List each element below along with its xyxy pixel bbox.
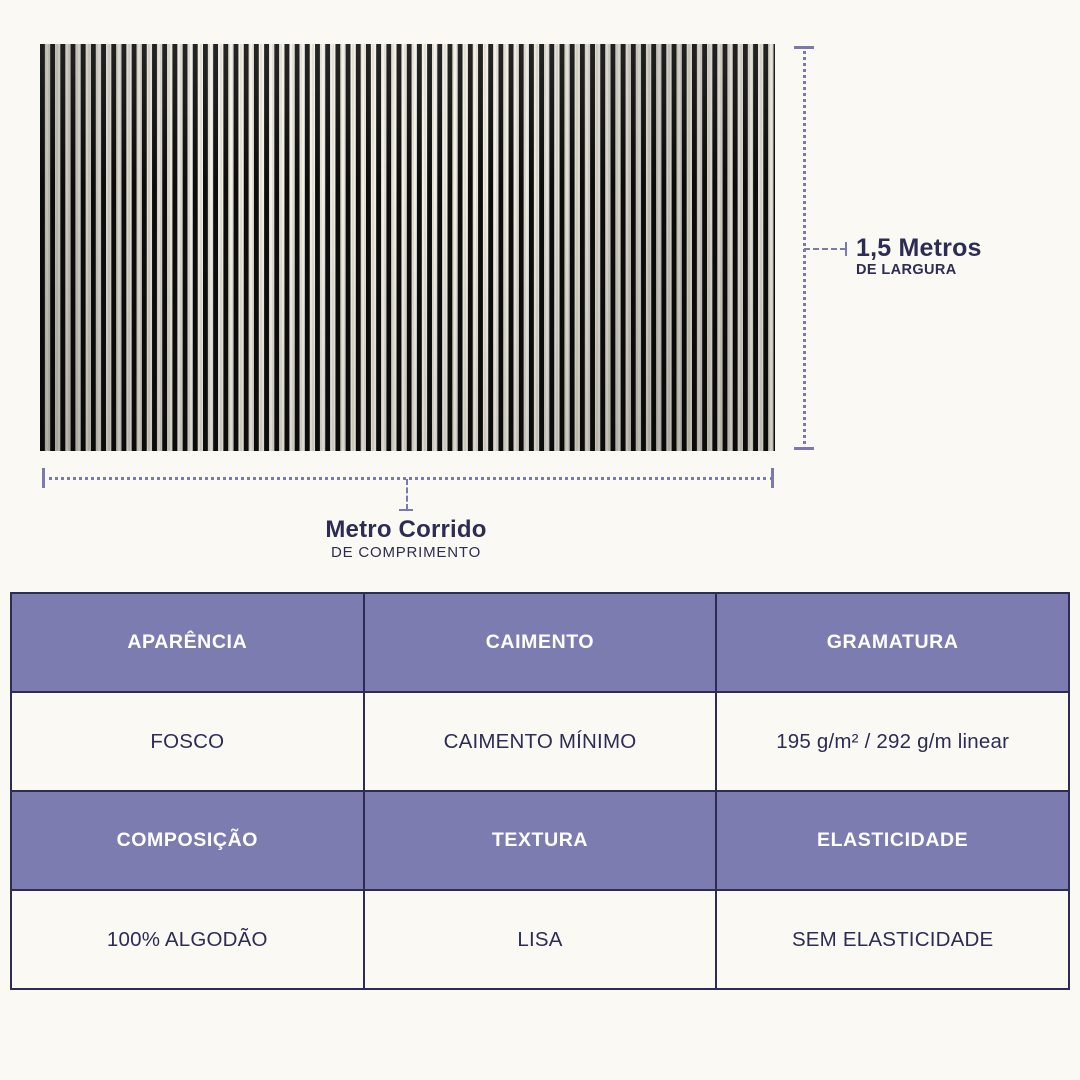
spec-value-textura: LISA bbox=[364, 890, 717, 989]
width-dimension-cap-bottom bbox=[794, 447, 814, 450]
spec-value-caimento: CAIMENTO MÍNIMO bbox=[364, 692, 717, 791]
table-row bbox=[11, 593, 1069, 692]
spec-header-composicao: COMPOSIÇÃO bbox=[11, 791, 364, 890]
fabric-weave-overlay bbox=[40, 44, 775, 451]
specification-table bbox=[10, 592, 1070, 990]
length-caption: DE COMPRIMENTO bbox=[330, 543, 482, 561]
width-dimension-cap-top bbox=[794, 46, 814, 49]
length-label bbox=[0, 516, 812, 561]
length-dimension-cap-left bbox=[42, 468, 45, 488]
spec-value-aparencia: FOSCO bbox=[11, 692, 364, 791]
table-row bbox=[11, 692, 1069, 791]
spec-header-caimento: CAIMENTO bbox=[364, 593, 717, 692]
length-dimension-cap-right bbox=[771, 468, 774, 488]
width-leader-cap bbox=[845, 242, 847, 256]
spec-value-gramatura: 195 g/m² / 292 g/m linear bbox=[716, 692, 1069, 791]
spec-header-gramatura: GRAMATURA bbox=[716, 593, 1069, 692]
width-caption: DE LARGURA bbox=[856, 262, 957, 278]
width-leader-line bbox=[804, 248, 846, 250]
fabric-swatch bbox=[40, 44, 775, 451]
length-leader-cap bbox=[399, 509, 413, 511]
width-label bbox=[856, 234, 982, 278]
spec-value-elasticidade: SEM ELASTICIDADE bbox=[716, 890, 1069, 989]
table-row bbox=[11, 890, 1069, 989]
length-value: Metro Corrido bbox=[325, 516, 487, 543]
spec-value-composicao: 100% ALGODÃO bbox=[11, 890, 364, 989]
spec-header-elasticidade: ELASTICIDADE bbox=[716, 791, 1069, 890]
table-row bbox=[11, 791, 1069, 890]
length-leader-line bbox=[406, 479, 408, 510]
width-value: 1,5 Metros bbox=[856, 234, 982, 262]
spec-header-textura: TEXTURA bbox=[364, 791, 717, 890]
spec-header-aparencia: APARÊNCIA bbox=[11, 593, 364, 692]
